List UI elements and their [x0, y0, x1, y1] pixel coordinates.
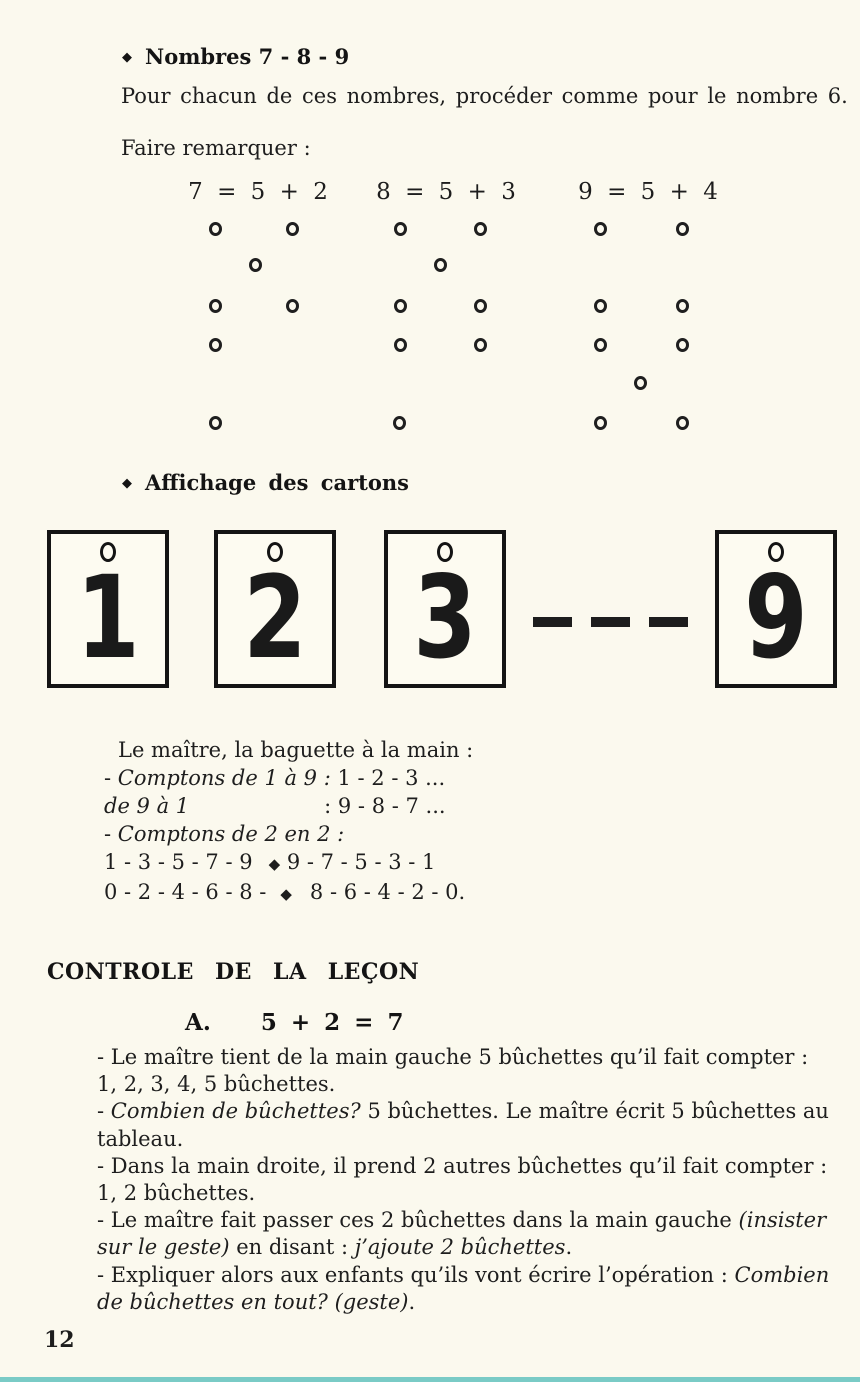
- number-card-9: [715, 530, 837, 688]
- text-segment: en disant :: [229, 1235, 355, 1260]
- text-segment: (insister: [738, 1208, 827, 1233]
- text-segment: 1, 2 bûchettes.: [97, 1181, 256, 1206]
- counter-dot: [474, 222, 487, 236]
- dash-icon: [649, 617, 688, 627]
- counter-dot: [286, 222, 299, 236]
- counter-dot: [634, 376, 647, 390]
- counter-dot: [394, 299, 407, 313]
- exercise-label: A.: [185, 1009, 211, 1036]
- intro-text: Pour chacun de ces nombres, procéder comme pour le nombre 6.: [121, 84, 848, 108]
- text-segment: j’ajoute 2 bûchettes: [354, 1235, 566, 1260]
- text-segment: 8 - 6 - 4 - 2 - 0.: [309, 880, 466, 904]
- text-line: [104, 736, 473, 764]
- heading-nombres: [122, 44, 349, 69]
- text-line: [97, 1180, 829, 1207]
- counter-dot: [394, 338, 407, 352]
- counter-dot: [209, 416, 222, 430]
- counter-dot: [209, 299, 222, 313]
- text-segment: - Dans la main droite, il prend 2 autres bûchettes qu’il fait compter :: [97, 1153, 828, 1178]
- text-segment: sur le geste): [97, 1235, 230, 1260]
- counter-dot: [474, 338, 487, 352]
- text-segment: de 9 à 1: [104, 794, 190, 818]
- text-segment: .: [565, 1235, 573, 1260]
- diamond-bullet-icon: ◆: [280, 885, 292, 903]
- text-segment: Comptons de 1 à 9 :: [117, 766, 331, 790]
- text-line: [97, 1098, 829, 1125]
- page-number: 12: [44, 1327, 75, 1353]
- equation-9: 9 = 5 + 4: [578, 179, 718, 205]
- text-segment: -: [104, 766, 118, 790]
- number-card-3: [384, 530, 506, 688]
- text-line: [97, 1044, 829, 1071]
- counter-dot: [209, 222, 222, 236]
- text-segment: - Le maître fait passer ces 2 bûchettes dans la main gauche: [97, 1208, 739, 1233]
- counter-dot: [249, 258, 262, 272]
- heading-controle: CONTROLE DE LA LEÇON: [47, 959, 420, 985]
- text-line: [97, 1289, 829, 1316]
- card-digit: 1: [76, 551, 140, 684]
- text-segment: -: [97, 1099, 111, 1124]
- text-segment: Comptons de 2 en 2 :: [117, 822, 345, 846]
- text-segment: 0 - 2 - 4 - 6 - 8 -: [104, 880, 267, 904]
- counter-dot: [676, 222, 689, 236]
- ellipsis-dashes: [533, 612, 688, 631]
- text-line: [104, 820, 473, 848]
- dash-icon: [591, 617, 630, 627]
- text-line: [97, 1153, 829, 1180]
- lesson-instructions-block: [97, 1044, 829, 1316]
- counter-dot: [594, 416, 607, 430]
- text-segment: : 9 - 8 - 7 ...: [324, 794, 446, 818]
- card-digit: 2: [243, 551, 307, 684]
- text-segment: tableau.: [97, 1126, 184, 1151]
- counter-dot: [474, 299, 487, 313]
- text-line: [104, 848, 473, 878]
- heading-affichage-label: Affichage des cartons: [145, 470, 409, 495]
- card-digit: 9: [744, 551, 808, 684]
- counter-dot: [676, 299, 689, 313]
- number-card-2: [214, 530, 336, 688]
- counter-dot: [394, 222, 407, 236]
- equation-8: 8 = 5 + 3: [376, 179, 516, 205]
- text-line: [104, 792, 473, 820]
- text-segment: Combien: [734, 1262, 830, 1287]
- counter-dot: [434, 258, 447, 272]
- text-segment: Le maître, la baguette à la main :: [118, 738, 474, 762]
- text-line: [104, 764, 473, 792]
- text-line: [97, 1071, 829, 1098]
- exercise-a: [185, 1009, 403, 1036]
- text-segment: 1 - 3 - 5 - 7 - 9: [104, 850, 253, 874]
- counting-exercise-block: [104, 736, 473, 908]
- counter-dot: [594, 222, 607, 236]
- number-card-1: [47, 530, 169, 688]
- text-line: [104, 878, 473, 908]
- dash-icon: [533, 617, 572, 627]
- diamond-bullet-icon: ◆: [122, 476, 132, 491]
- text-segment: 1, 2, 3, 4, 5 bûchettes.: [97, 1072, 336, 1097]
- heading-nombres-label: Nombres 7 - 8 - 9: [145, 44, 350, 69]
- counter-dot: [594, 338, 607, 352]
- text-line: [97, 1262, 829, 1289]
- text-segment: Combien de bûchettes?: [110, 1099, 361, 1124]
- counter-dot: [676, 338, 689, 352]
- diamond-bullet-icon: ◆: [268, 855, 281, 873]
- text-segment: 9 - 7 - 5 - 3 - 1: [280, 850, 436, 874]
- card-digit: 3: [413, 551, 477, 684]
- counter-dot: [594, 299, 607, 313]
- diamond-bullet-icon: ◆: [122, 50, 132, 65]
- counter-dot: [676, 416, 689, 430]
- exercise-formula: 5 + 2 = 7: [260, 1009, 404, 1036]
- text-segment: 1 - 2 - 3 ...: [330, 766, 446, 790]
- heading-affichage: [122, 470, 409, 495]
- text-line: [97, 1207, 829, 1234]
- text-segment: -: [104, 822, 118, 846]
- equation-7: 7 = 5 + 2: [188, 179, 328, 205]
- text-segment: de bûchettes en tout? (geste): [97, 1289, 409, 1314]
- page-bottom-edge: [0, 1377, 860, 1382]
- text-segment: - Expliquer alors aux enfants qu’ils vont écrire l’opération :: [97, 1262, 735, 1287]
- text-segment: 5 bûchettes. Le maître écrit 5 bûchettes au: [360, 1099, 829, 1124]
- counter-dot: [393, 416, 406, 430]
- text-segment: - Le maître tient de la main gauche 5 bûchettes qu’il fait compter :: [97, 1045, 809, 1069]
- counter-dot: [209, 338, 222, 352]
- faire-remarquer-label: Faire remarquer :: [121, 136, 311, 160]
- counter-dot: [286, 299, 299, 313]
- text-line: [97, 1234, 829, 1261]
- text-line: [97, 1126, 829, 1153]
- text-segment: .: [408, 1289, 416, 1314]
